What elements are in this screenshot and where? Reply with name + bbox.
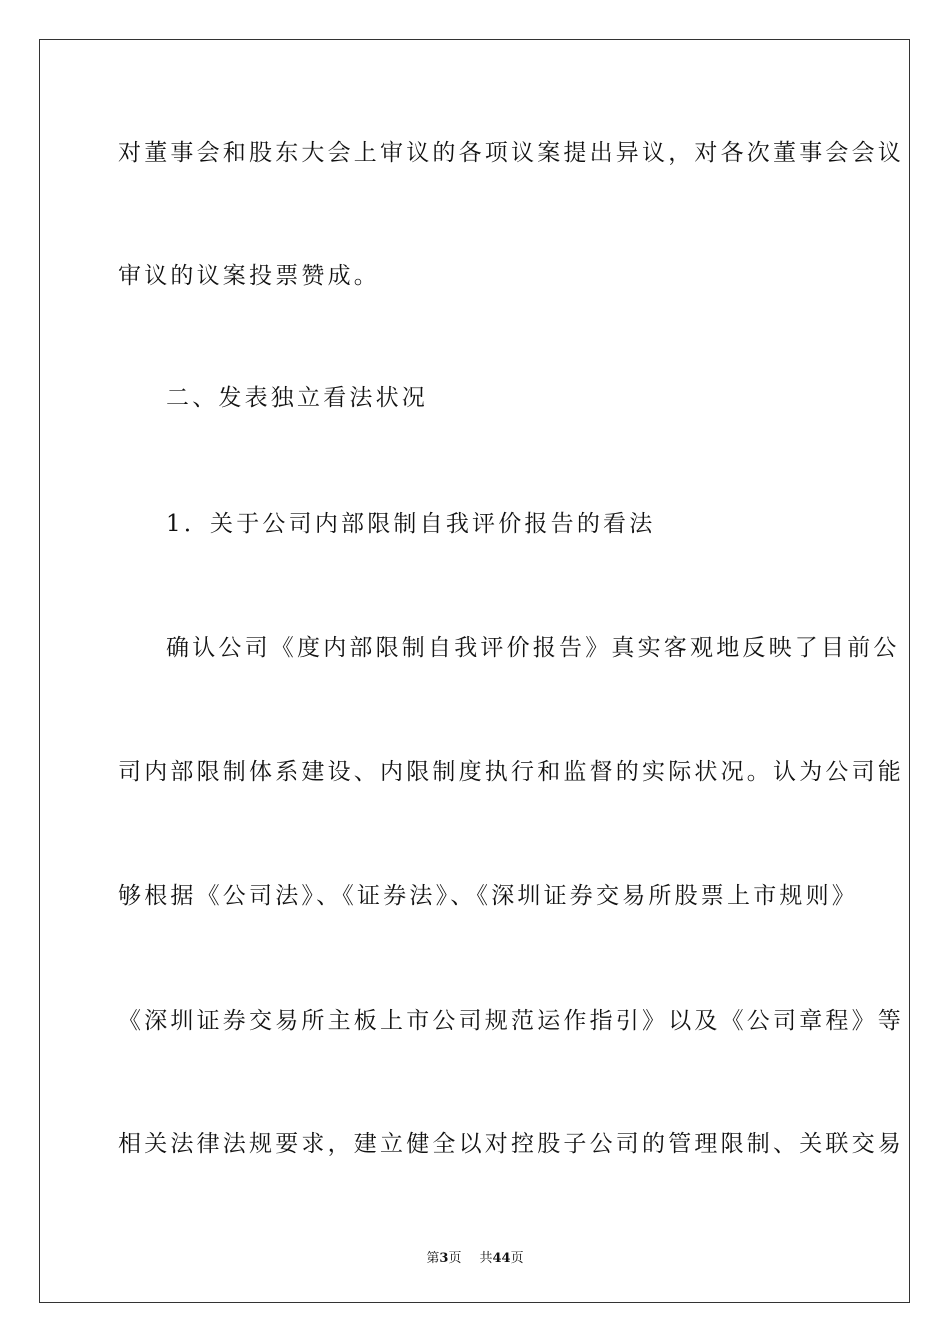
page-suffix: 页 [448,1251,462,1266]
page-number: 3 [439,1251,449,1266]
page-footer [0,1247,950,1266]
subsection-heading: 1．关于公司内部限制自我评价报告的看法 [166,511,656,537]
page-border [39,39,910,1303]
page-prefix: 第 [426,1251,440,1266]
body-text-line: 审议的议案投票赞成。 [118,263,380,289]
section-heading: 二、发表独立看法状况 [166,385,428,411]
body-text-line: 《深圳证券交易所主板上市公司规范运作指引》以及《公司章程》等 [118,1008,904,1034]
total-suffix: 页 [510,1251,524,1266]
body-text-line: 确认公司《度内部限制自我评价报告》真实客观地反映了目前公 [166,635,900,661]
body-text-line: 够根据《公司法》、《证券法》、《深圳证券交易所股票上市规则》 [118,883,858,909]
total-prefix: 共 [479,1251,493,1266]
total-pages: 44 [492,1251,511,1266]
body-text-line: 对董事会和股东大会上审议的各项议案提出异议，对各次董事会会议 [118,140,904,166]
body-text-line: 司内部限制体系建设、内限制度执行和监督的实际状况。认为公司能 [118,759,904,785]
body-text-line: 相关法律法规要求，建立健全以对控股子公司的管理限制、关联交易 [118,1131,904,1157]
